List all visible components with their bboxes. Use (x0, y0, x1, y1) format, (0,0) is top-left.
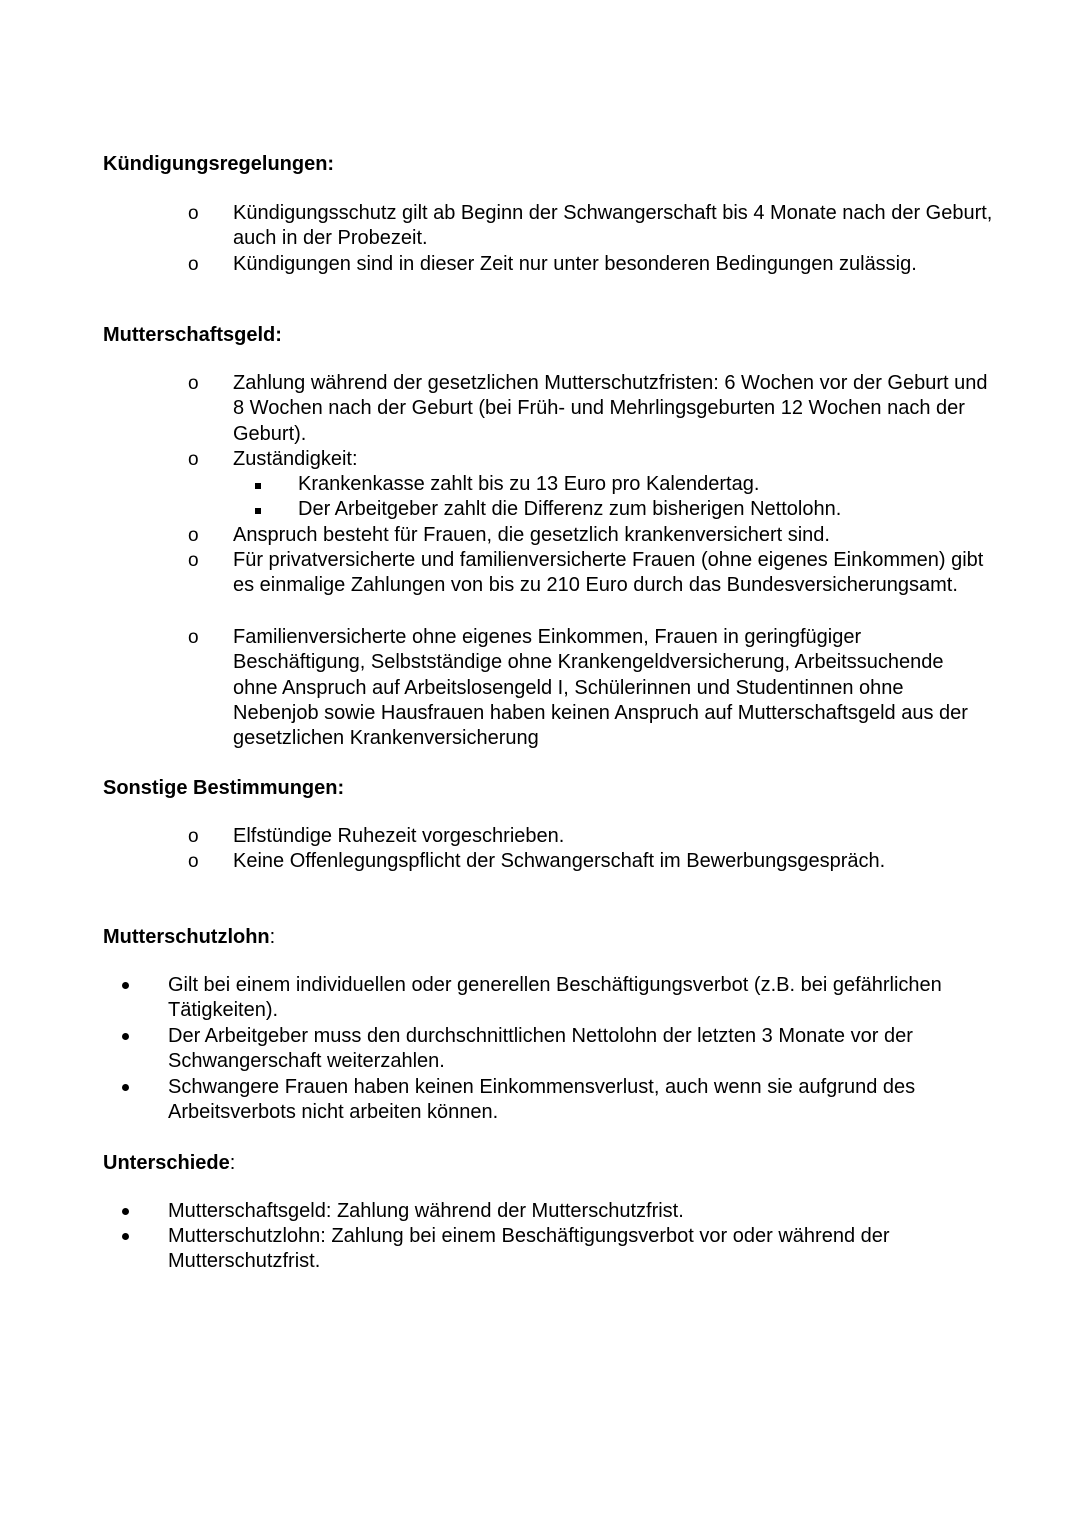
list-item-text: Zahlung während der gesetzlichen Mutterschutzfristen: 6 Wochen vor der Geburt und 8 Wochen nach der Geburt (bei Früh- und Mehrlingsgeburten 12 Wochen nach der Geburt). (233, 372, 988, 445)
circle-bullet-icon: o (188, 851, 199, 872)
list-item (168, 1075, 988, 1126)
list-item-text: Kündigungen sind in dieser Zeit nur unter besonderen Bedingungen zulässig. (233, 253, 917, 275)
bullet-dot-icon (122, 1033, 129, 1040)
circle-bullet-icon: o (188, 254, 199, 275)
circle-bullet-icon: o (188, 449, 199, 470)
list-item (168, 1024, 988, 1075)
list-item-text: Anspruch besteht für Frauen, die gesetzlich krankenversichert sind. (233, 524, 830, 546)
heading-unterschiede (103, 1151, 235, 1176)
list-item-text: Gilt bei einem individuellen oder generellen Beschäftigungsverbot (z.B. bei gefährlichen Tätigkeiten). (168, 974, 942, 1022)
list-item (168, 1199, 988, 1224)
list-item-text: Elfstündige Ruhezeit vorgeschrieben. (233, 825, 565, 847)
circle-bullet-icon: o (188, 373, 199, 394)
list-item-text: Schwangere Frauen haben keinen Einkommensverlust, auch wenn sie aufgrund des Arbeitsverbots nicht arbeiten können. (168, 1076, 916, 1124)
heading-text: Mutterschutzlohn (103, 926, 270, 948)
list-item-text: Der Arbeitgeber muss den durchschnittlichen Nettolohn der letzten 3 Monate vor der Schwangerschaft weiterzahlen. (168, 1025, 913, 1073)
bullet-dot-icon (122, 1208, 129, 1215)
list-item (188, 201, 993, 252)
bullet-dot-icon (122, 1233, 129, 1240)
heading-kuendigungsregelungen: Kündigungsregelungen: (103, 153, 335, 175)
list-item-text: Keine Offenlegungspflicht der Schwangerschaft im Bewerbungsgespräch. (233, 850, 886, 872)
list-item (188, 252, 993, 277)
sub-list-item-text: Der Arbeitgeber zahlt die Differenz zum bisherigen Nettolohn. (298, 498, 842, 520)
circle-bullet-icon: o (188, 203, 199, 224)
list-item-text: Mutterschaftsgeld: Zahlung während der Mutterschutzfrist. (168, 1200, 684, 1222)
list-item-text: Zuständigkeit: (233, 448, 358, 470)
heading-mutterschaftsgeld: Mutterschaftsgeld: (103, 324, 282, 346)
list-item-text: Familienversicherte ohne eigenes Einkommen, Frauen in geringfügiger Beschäftigung, Selbstständige ohne Krankengeldversicherung, Arbeitssuchende ohne Anspruch auf Arbeitslosengeld I, Schülerinnen und Studentinnen ohne Nebenjob sowie Hausfrauen haben keinen Anspruch auf Mutterschaftsgeld aus der gesetzlichen Krankenversicherung (233, 626, 968, 750)
square-bullet-icon (255, 508, 261, 514)
heading-mutterschutzlohn (103, 925, 275, 950)
list-item (188, 523, 993, 548)
heading-colon: : (269, 926, 276, 948)
list-item (188, 447, 993, 472)
heading-colon: : (229, 1152, 236, 1174)
sub-list-item (298, 472, 998, 497)
heading-sonstige-bestimmungen: Sonstige Bestimmungen: (103, 777, 345, 799)
sub-list-item-text: Krankenkasse zahlt bis zu 13 Euro pro Kalendertag. (298, 473, 760, 495)
list-item (168, 973, 988, 1024)
square-bullet-icon (255, 483, 261, 489)
heading-text: Unterschiede (103, 1152, 230, 1174)
list-item (188, 548, 993, 599)
circle-bullet-icon: o (188, 826, 199, 847)
list-item (188, 625, 993, 751)
list-item (188, 371, 993, 447)
sub-list-item (298, 497, 998, 522)
list-item (168, 1224, 988, 1275)
circle-bullet-icon: o (188, 525, 199, 546)
bullet-dot-icon (122, 982, 129, 989)
list-item (188, 849, 993, 874)
circle-bullet-icon: o (188, 550, 199, 571)
bullet-dot-icon (122, 1084, 129, 1091)
list-item-text: Mutterschutzlohn: Zahlung bei einem Beschäftigungsverbot vor oder während der Mutterschutzfrist. (168, 1225, 890, 1273)
circle-bullet-icon: o (188, 627, 199, 648)
list-item-text: Kündigungsschutz gilt ab Beginn der Schwangerschaft bis 4 Monate nach der Geburt, auch in der Probezeit. (233, 202, 993, 250)
list-item (188, 824, 993, 849)
list-item-text: Für privatversicherte und familienversicherte Frauen (ohne eigenes Einkommen) gibt es einmalige Zahlungen von bis zu 210 Euro durch das Bundesversicherungsamt. (233, 549, 984, 597)
